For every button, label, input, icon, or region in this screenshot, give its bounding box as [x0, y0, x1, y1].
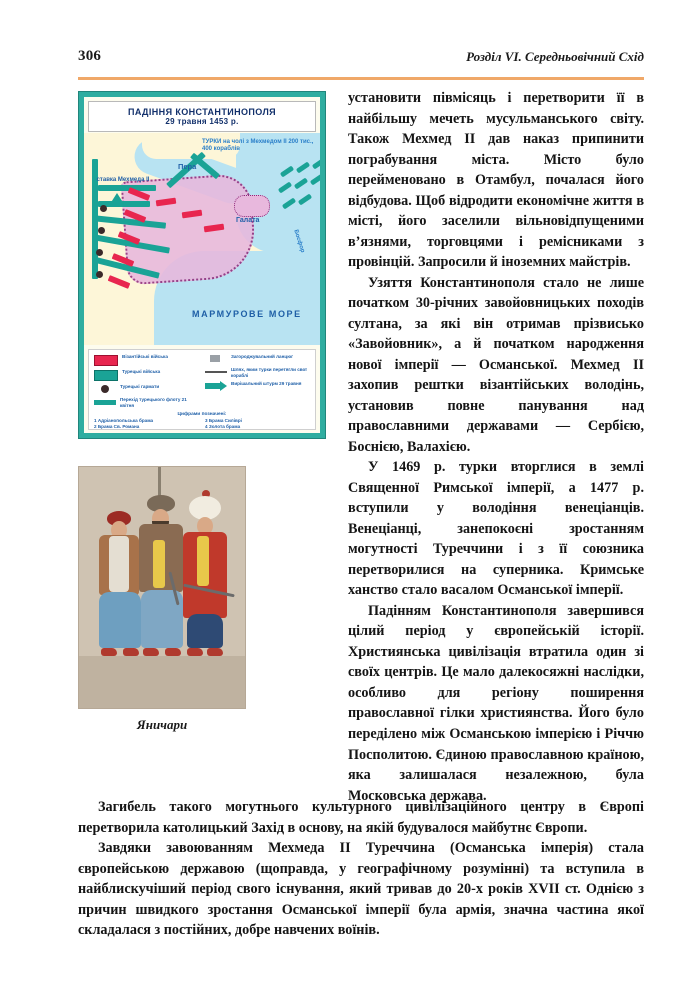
boot — [101, 648, 117, 656]
boot — [207, 648, 223, 656]
legend-item — [205, 381, 310, 391]
map-label-mehmed-camp: ставка Мехмеда II — [96, 177, 150, 183]
legend-label: Шлях, яким турки перетягли свої кораблі — [231, 367, 307, 378]
janissaries-illustration — [78, 466, 246, 709]
vest — [109, 536, 129, 592]
map-label-bosporus: Босфор — [292, 229, 306, 254]
legend-number-item: 2 Брама Св. Романа — [94, 424, 140, 430]
sash — [153, 540, 165, 588]
legend-item — [205, 367, 310, 378]
flag-icon — [205, 355, 227, 364]
map-body — [84, 133, 320, 345]
bottom-column — [78, 797, 644, 941]
legend-numbers-left — [94, 418, 199, 430]
assault-arrow-icon — [205, 382, 227, 391]
figure-caption: Яничари — [136, 717, 188, 732]
legend-numbers-right — [205, 418, 310, 430]
map-label-marmara-sea: МАРМУРОВЕ МОРЕ — [192, 309, 302, 319]
turkish-advance-arrow — [98, 185, 156, 191]
page-number: 306 — [78, 48, 102, 64]
legend-column-left — [94, 354, 199, 411]
legend-number-item: 4 Золота брама — [205, 424, 241, 430]
left-column — [78, 91, 326, 439]
running-head: Розділ VI. Середньовічний Схід — [466, 49, 644, 64]
map-figure-fall-of-constantinople — [78, 91, 326, 439]
legend-label: Візантійські війська — [122, 354, 168, 359]
turkish-troops-swatch — [94, 370, 118, 381]
paragraph: Узяття Константинополя стало не лише початком 30-річних завойовницьких походів султана, за які він отримав прізвисько «Завойовник», а й початком народження нової імперії — Османської. Мехмед II захопив рештки візантійських володінь, установив повне панування над православними державами — Сербією, Боснією, Валахією. — [348, 274, 644, 455]
legend-number-item: 3 Брама Силіврі — [205, 418, 242, 424]
legend-label: Загороджувальний ланцюг — [231, 354, 294, 359]
mehmed-headquarters-marker — [110, 193, 124, 204]
legend-item — [94, 354, 199, 366]
page-header — [78, 48, 644, 74]
paragraph: Завдяки завоюванням Мехмеда II Туреччина (Османська імперія) стала європейською державою (щоправда, у географічному розумінні) та вступила в найблискучіший період свого існування, який тривав до 20-х років XVII ст. Однією з причин швидкого зростання Османської імперії була армія, значна частина якої складалася з постійних, добре навчених воїнів. — [78, 840, 644, 939]
map-legend — [88, 349, 316, 430]
legend-item — [94, 397, 199, 408]
paragraph: У 1469 р. турки вторглися в землі Священної Римської імперії, а 1477 р. вступили у володіння венеціанців. Венеціанці, занепокоєні зростанням могутності Туреччини і з її союзника перетворилися на суперника. Кримське ханство стало васалом Османської імперії. — [348, 459, 644, 599]
cannon-icon — [94, 385, 116, 394]
legend-label: Перехід турецького флоту 21 квітня — [120, 397, 187, 408]
trousers — [187, 614, 223, 648]
map-label-pera: Пера — [178, 162, 197, 171]
legend-numbers-title: Цифрами позначені: — [177, 412, 227, 418]
turkish-cannon — [98, 227, 105, 234]
illustration-ground — [79, 656, 245, 708]
ship-portage-icon — [205, 368, 227, 377]
legend-item — [94, 369, 199, 381]
byzantine-defence-bar — [108, 275, 131, 289]
paragraph: Падінням Константинополя завершився цілий період у європейській історії. Християнська цивілізація втратила один зі своїх центрів. Це мало далекосяжні наслідки, особливо для регіону поширення православної гілки християнства. Його було переділено між Османською імперією і Річчю Посполитою. Єдиною православною країною, яка залишалася незалежною, була Московська держава. — [348, 602, 644, 804]
paragraph: установити півмісяць і перетворити її в найбільшу мечеть мусульманського світу. Також Мехмед II дав наказ припинити пограбування міста. Місто було перейменовано в Отамбул, почалася його відбудова. Щоб відродити економічне життя в місті, його заселили вільновідпущеними в’язнями, торговцями і ремісниками з провінцій. Запросили й іноземних майстрів. — [348, 90, 644, 271]
byzantine-troops-swatch — [94, 355, 118, 366]
fleet-route-swatch — [94, 400, 116, 405]
legend-label: Вирішальний штурм 29 травня — [231, 381, 302, 387]
map-inner — [84, 97, 320, 433]
map-title-main: ПАДІННЯ КОНСТАНТИНОПОЛЯ — [127, 106, 277, 117]
map-label-galata: Галата — [236, 217, 260, 224]
paragraph: Загибель такого могутнього культурного цивілізаційного центру в Європі перетворила католицький Захід в основу, на якій будувалося майбутнє Європи. — [78, 799, 644, 836]
boot — [165, 648, 181, 656]
legend-label: Турецькі війська — [122, 369, 161, 374]
boot — [187, 648, 203, 656]
legend-item — [205, 354, 310, 364]
legend-label: Турецькі гармати — [120, 384, 160, 389]
galata-district — [234, 195, 270, 217]
map-title-sub: 29 травня 1453 р. — [165, 117, 239, 127]
map-title-band — [88, 101, 316, 132]
boot — [123, 648, 139, 656]
spear — [158, 466, 161, 498]
map-label-turks: ТУРКИ на чолі з Мехмедом II 200 тис., 400 кораблів — [202, 139, 314, 152]
turkish-cannon — [100, 205, 107, 212]
legend-number-item: 1 Адріанопольська брама — [94, 418, 154, 424]
boot — [143, 648, 159, 656]
turkish-cannon — [96, 271, 103, 278]
right-column — [348, 88, 644, 806]
legend-column-right — [205, 354, 310, 411]
trousers — [99, 592, 141, 648]
sash — [197, 536, 209, 586]
header-rule — [78, 77, 644, 80]
turkish-cannon — [96, 249, 103, 256]
legend-item — [94, 384, 199, 394]
janissaries-figure — [78, 466, 246, 733]
